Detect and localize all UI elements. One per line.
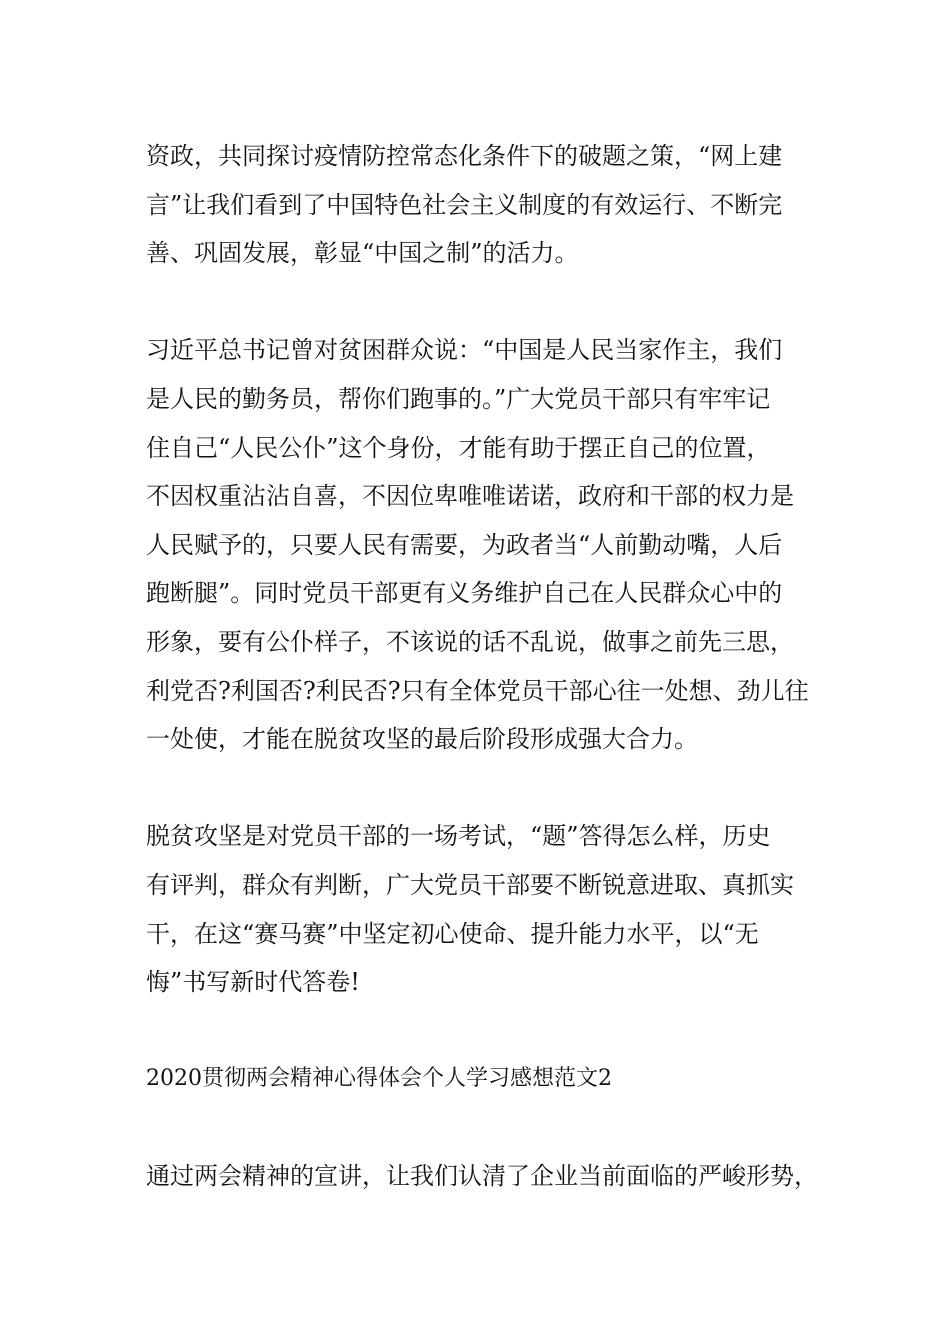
text-line: 言”让我们看到了中国特色社会主义制度的有效运行、不断完 xyxy=(146,190,783,219)
text-line: 跑断腿”。同时党员干部更有义务维护自己在人民群众心中的 xyxy=(146,579,783,608)
paragraph-4 xyxy=(146,1152,826,1201)
paragraph-spacer xyxy=(146,1104,826,1153)
paragraph-spacer xyxy=(146,764,826,813)
paragraph-spacer xyxy=(146,1007,826,1056)
text-line: 利党否?利国否?利民否?只有全体党员干部心往一处想、劲儿往 xyxy=(146,676,809,705)
text-line: 悔”书写新时代答卷! xyxy=(146,968,360,997)
paragraph-3 xyxy=(146,812,826,1006)
text-line: 脱贫攻坚是对党员干部的一场考试，“题”答得怎么样，历史 xyxy=(146,822,771,851)
paragraph-1 xyxy=(146,132,826,278)
text-line: 善、巩固发展，彰显“中国之制”的活力。 xyxy=(146,239,579,268)
paragraph-2 xyxy=(146,326,826,763)
text-line: 习近平总书记曾对贫困群众说：“中国是人民当家作主，我们 xyxy=(146,336,783,365)
document-body xyxy=(146,132,826,1201)
text-line: 干，在这“赛马赛”中坚定初心使命、提升能力水平，以“无 xyxy=(146,919,759,948)
paragraph-spacer xyxy=(146,278,826,327)
section-heading: 2020贯彻两会精神心得体会个人学习感想范文2 xyxy=(146,1066,612,1092)
text-line: 是人民的勤务员，帮你们跑事的。”广大党员干部只有牢牢记 xyxy=(146,384,771,413)
text-line: 通过两会精神的宣讲，让我们认清了企业当前面临的严峻形势， xyxy=(146,1162,818,1191)
text-line: 有评判，群众有判断，广大党员干部要不断锐意进取、真抓实 xyxy=(146,870,794,899)
text-line: 形象，要有公仆样子，不该说的话不乱说，做事之前先三思， xyxy=(146,627,794,656)
text-line: 不因权重沾沾自喜，不因位卑唯唯诺诺，政府和干部的权力是 xyxy=(146,482,794,511)
text-line: 资政，共同探讨疫情防控常态化条件下的破题之策，“网上建 xyxy=(146,142,783,170)
text-line: 人民赋予的，只要人民有需要，为政者当“人前勤动嘴，人后 xyxy=(146,530,783,559)
text-line: 一处使，才能在脱贫攻坚的最后阶段形成强大合力。 xyxy=(146,725,698,754)
text-line: 住自己“人民公仆”这个身份，才能有助于摆正自己的位置， xyxy=(146,433,771,462)
